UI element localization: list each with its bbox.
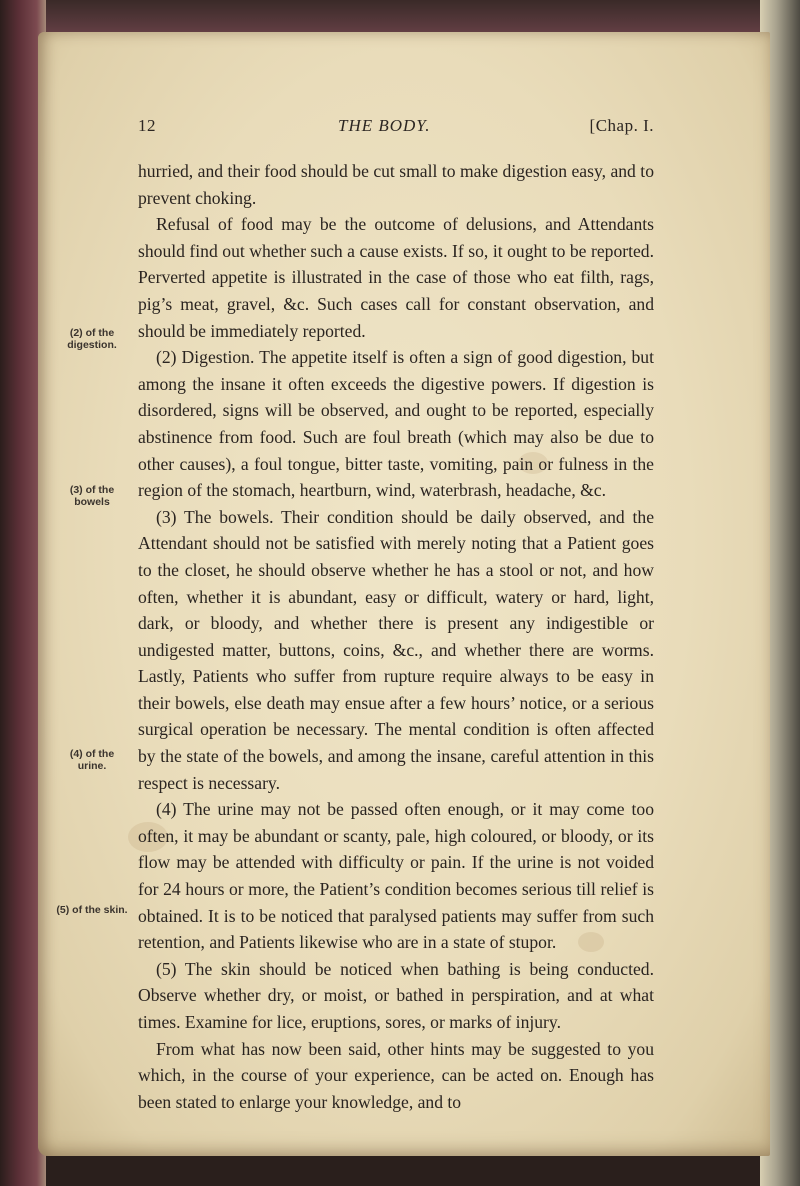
- margin-note-digestion: (2) of the digestion.: [67, 327, 117, 351]
- paragraph: Refusal of food may be the outcome of delusions, and Attendants should find out whether such a cause exists. If so, it ought to be reported. Perverted appetite is illustrated in the case of those who eat filth, rags, pig’s meat, gravel, &c. Such cases call for constant observation, and should be immediately reported.: [138, 214, 654, 341]
- chapter-label: [Chap. I.: [589, 116, 654, 135]
- paragraph: (4) The urine may not be passed often enough, or it may come too often, it may be abundant or scanty, pale, high coloured, or bloody, or its flow may be attended with difficulty or pain. If the urine is not voided for 24 hours or more, the Patient’s condition becomes serious till relief is obtained. It is to be noticed that paralysed patients may suffer from such retention, and Patients likewise who are in a state of stupor.: [138, 799, 654, 953]
- running-title: THE BODY.: [338, 116, 431, 135]
- paragraph: hurried, and their food should be cut small to make digestion easy, and to prevent choking.: [138, 161, 654, 208]
- paragraph: (3) The bowels. Their condition should be daily observed, and the Attendant should not be satisfied with merely noting that a Patient goes to the closet, he should observe whether he has a stool or not, and how often, whether it is abundant, easy or difficult, watery or hard, light, dark, or bloody, and whether there is present any indigestible or undigested matter, buttons, coins, &c., and whether there are worms. Lastly, Patients who suffer from rupture require always to be easy in their bowels, else death may ensue after a few hours’ notice, or a serious surgical operation be necessary. The mental condition is often affected by the state of the bowels, and among the insane, careful attention in this respect is necessary.: [138, 506, 654, 793]
- margin-note-urine: (4) of the urine.: [69, 748, 115, 772]
- paragraph: (5) The skin should be noticed when bathing is being conducted. Observe whether dry, or moist, or bathed in perspiration, and at what times. Examine for lice, eruptions, sores, or marks of injury.: [138, 958, 654, 1032]
- page-number: 12: [138, 116, 156, 135]
- margin-note-bowels: (3) of the bowels: [69, 484, 115, 508]
- page-body: [138, 158, 654, 1115]
- running-header: [138, 116, 654, 140]
- margin-note-skin: (5) of the skin.: [56, 904, 128, 916]
- paragraph: From what has now been said, other hints may be suggested to you which, in the course of your experience, can be acted on. Enough has been stated to enlarge your knowledge, and to: [138, 1038, 654, 1112]
- paragraph: (2) Digestion. The appetite itself is often a sign of good digestion, but among the insane it often exceeds the digestive powers. If digestion is disordered, signs will be observed, and ought to be reported, especially abstinence from food. Such are foul breath (which may also be due to other causes), a foul tongue, bitter taste, vomiting, pain or fulness in the region of the stomach, heartburn, wind, waterbrash, headache, &c.: [138, 347, 654, 501]
